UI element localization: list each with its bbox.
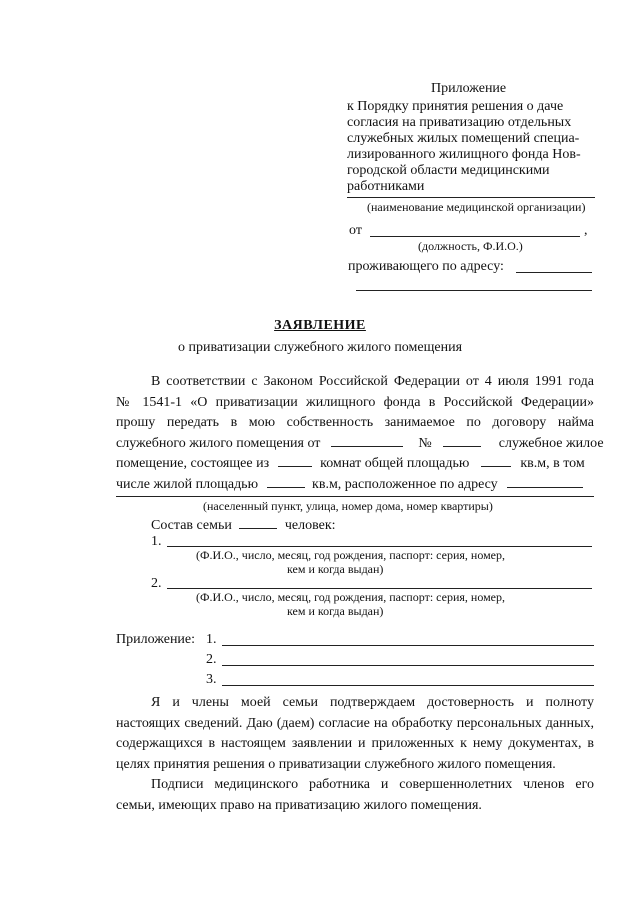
address-label: проживающего по адресу: — [348, 259, 504, 274]
paragraph-line: прошу передать в мою собственность занимаемое по договору найма — [116, 415, 594, 430]
attachment-number: 3. — [206, 672, 217, 687]
paragraph-line: содержащихся в настоящем заявлении и приложенных к нему документах, в — [116, 736, 594, 751]
address-field[interactable] — [516, 272, 592, 273]
paragraph-line: Я и члены моей семьи подтверждаем достоверность и полноту — [151, 695, 594, 710]
family-member-caption: (Ф.И.О., число, месяц, год рождения, паспорт: серия, номер, — [196, 548, 506, 562]
request-paragraph — [116, 372, 604, 495]
paragraph-line — [116, 434, 604, 455]
appendix-line: служебных жилых помещений специа- — [347, 131, 580, 146]
total-area-field[interactable] — [481, 454, 511, 467]
paragraph-text: числе жилой площадью — [116, 476, 259, 492]
paragraph-line — [116, 475, 594, 496]
property-address-field[interactable] — [507, 475, 583, 488]
attachments-label: Приложение: — [116, 632, 196, 647]
paragraph-line: настоящих сведений. Даю (даем) согласие на обработку персональных данных, — [116, 715, 594, 731]
from-comma: , — [584, 223, 588, 238]
contract-number-field[interactable] — [443, 434, 481, 447]
family-count-field[interactable] — [239, 516, 277, 529]
paragraph-text: комнат общей площадью — [320, 456, 470, 471]
family-member-caption: кем и когда выдан) — [287, 604, 384, 618]
from-field[interactable] — [370, 236, 580, 237]
paragraph-line: Подписи медицинского работника и совершеннолетних членов его — [151, 777, 594, 792]
attachment-field[interactable] — [222, 685, 594, 686]
appendix-line: согласия на приватизацию отдельных — [347, 115, 572, 130]
appendix-line: лизированного жилищного фонда Нов- — [347, 147, 581, 162]
paragraph-line: № 1541-1 «О приватизации жилищного фонда в Российской Федерации» — [116, 394, 594, 410]
from-label: от — [349, 223, 362, 238]
appendix-line: к Порядку принятия решения о даче — [347, 99, 564, 114]
address-field-line-2[interactable] — [356, 290, 592, 291]
attachment-number: 2. — [206, 652, 217, 667]
paragraph-line: целях принятия решения о приватизации служебного жилого помещения. — [116, 756, 556, 772]
organization-caption: (наименование медицинской организации) — [367, 200, 586, 214]
organization-name-field[interactable] — [347, 197, 595, 198]
family-member-caption: (Ф.И.О., число, месяц, год рождения, паспорт: серия, номер, — [196, 590, 506, 604]
paragraph-text: служебного жилого помещения от — [116, 435, 321, 451]
from-caption: (должность, Ф.И.О.) — [418, 239, 523, 253]
family-label-text: человек: — [284, 518, 336, 533]
appendix-line: городской области медицинскими — [347, 163, 550, 178]
property-address-line[interactable] — [116, 496, 594, 497]
paragraph-line — [116, 454, 594, 475]
appendix-title: Приложение — [431, 81, 507, 96]
appendix-text — [347, 99, 603, 195]
contract-date-field[interactable] — [331, 434, 403, 447]
attachment-field[interactable] — [222, 645, 594, 646]
confirmation-paragraph — [116, 693, 594, 775]
attachment-field[interactable] — [222, 665, 594, 666]
signatures-paragraph — [116, 775, 594, 816]
rooms-count-field[interactable] — [278, 454, 312, 467]
family-label-text: Состав семьи — [151, 518, 232, 533]
paragraph-text: № — [418, 435, 432, 451]
document-title: ЗАЯВЛЕНИЕ — [274, 318, 366, 333]
address-caption: (населенный пункт, улица, номер дома, номер квартиры) — [203, 499, 493, 513]
paragraph-line: семьи, имеющих право на приватизацию жилого помещения. — [116, 797, 482, 813]
attachment-number: 1. — [206, 632, 217, 647]
paragraph-text: помещение, состоящее из — [116, 456, 270, 471]
paragraph-text: кв.м, расположенное по адресу — [312, 476, 498, 492]
family-label — [151, 516, 336, 534]
paragraph-text: кв.м, в том — [520, 456, 585, 471]
appendix-line: работниками — [347, 179, 425, 194]
paragraph-line: В соответствии с Законом Российской Федерации от 4 июля 1991 года — [151, 374, 594, 389]
family-member-field[interactable] — [167, 546, 592, 547]
family-member-number: 2. — [151, 576, 162, 591]
living-area-field[interactable] — [267, 475, 305, 488]
family-member-field[interactable] — [167, 588, 592, 589]
paragraph-text: служебное жилое — [498, 435, 604, 451]
family-member-number: 1. — [151, 534, 162, 549]
family-member-caption: кем и когда выдан) — [287, 562, 384, 576]
document-subtitle: о приватизации служебного жилого помещения — [177, 340, 463, 355]
